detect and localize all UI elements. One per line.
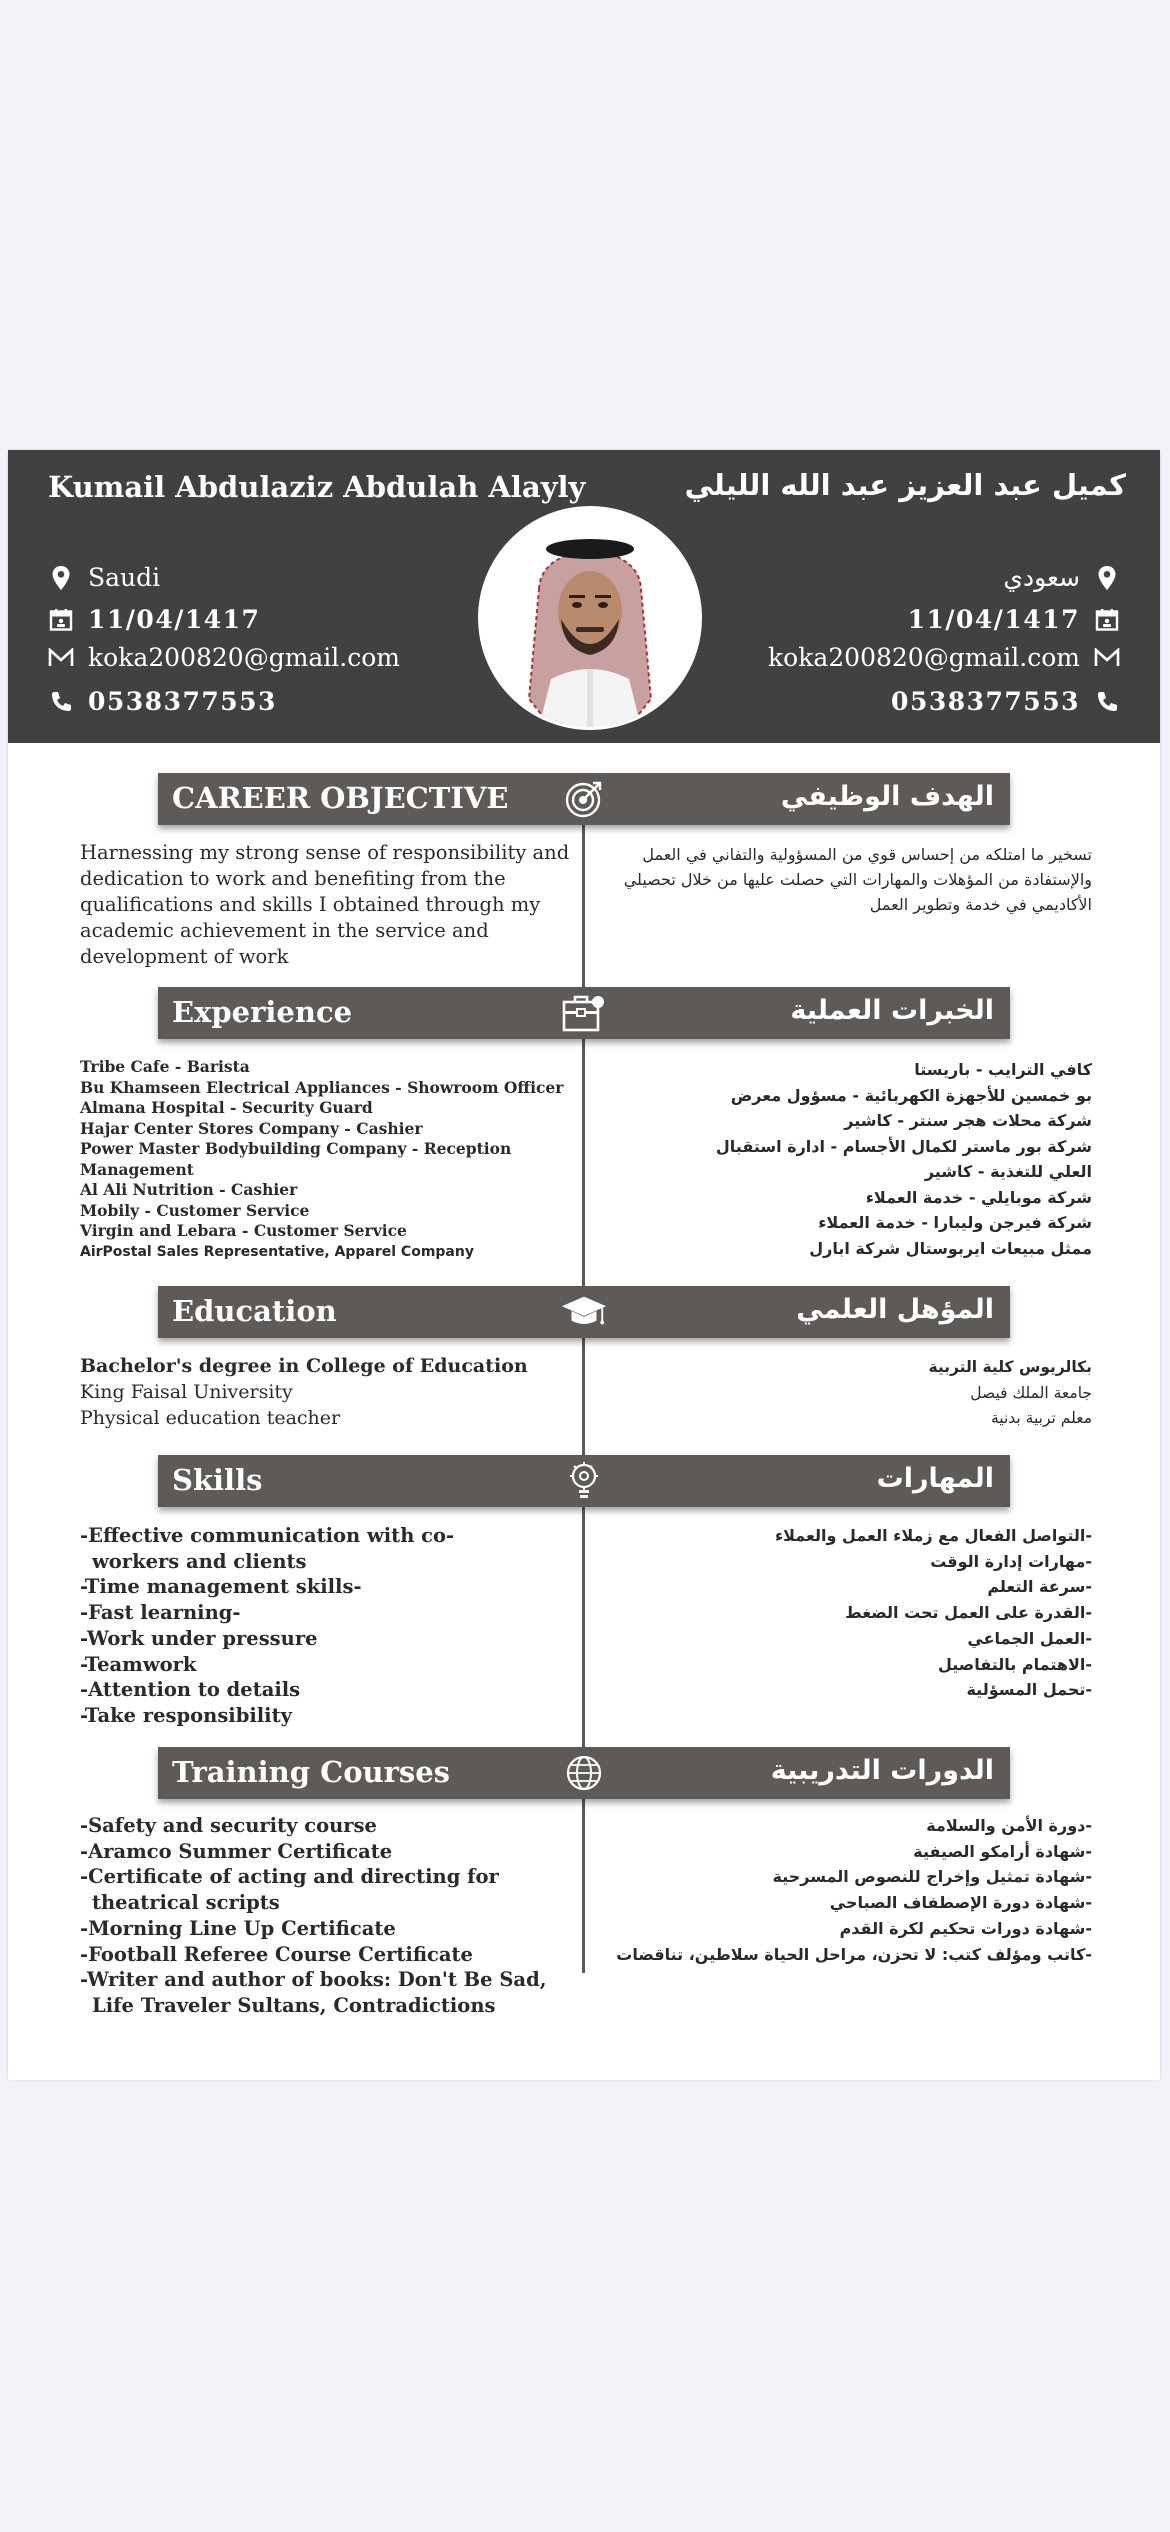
list-item: شركة بور ماستر لكمال الأجسام - ادارة استقبال [715, 1136, 1092, 1156]
list-item: -Work under pressure [80, 1626, 318, 1650]
courses-title-en: Training Courses [172, 1755, 451, 1789]
list-item: -تحمل المسؤلية [966, 1680, 1092, 1700]
email-text-ar[interactable]: koka200820@gmail.com [768, 643, 1080, 672]
list-item: Hajar Center Stores Company - Cashier [80, 1118, 423, 1138]
list-item: -Time management skills- [80, 1575, 362, 1599]
list-item: -Safety and security course [80, 1814, 377, 1837]
email-icon [1094, 645, 1120, 671]
career-title-en: CAREER OBJECTIVE [172, 781, 509, 815]
section-bar-experience [158, 987, 1010, 1039]
list-item: -كاتب ومؤلف كتب: لا تحزن، مراحل الحياة سلاطين، تناقضات [616, 1944, 1092, 1964]
experience-title-en: Experience [172, 995, 353, 1029]
list-item: شركة موبايلي - خدمة العملاء [865, 1187, 1092, 1207]
phone-icon [1094, 689, 1120, 715]
email-text[interactable]: koka200820@gmail.com [88, 643, 400, 672]
section-bar-career [158, 773, 1010, 825]
list-item: -شهادة دورات تحكيم لكرة القدم [839, 1918, 1092, 1938]
courses-list-ar [592, 1813, 1092, 1967]
lightbulb-gear-icon [560, 1457, 608, 1505]
list-item: بو خمسين للأجهزة الكهربائية - مسؤول معرض [730, 1085, 1092, 1105]
phone-text-ar[interactable]: 0538377553 [891, 687, 1080, 716]
list-item: -Aramco Summer Certificate [80, 1839, 393, 1863]
experience-list-ar [592, 1057, 1092, 1261]
list-item: Virgin and Lebara - Customer Service [80, 1221, 407, 1240]
list-item: شركة محلات هجر سنتر - كاشير [844, 1111, 1092, 1130]
briefcase-icon [560, 989, 608, 1037]
location-pin-icon [1094, 565, 1120, 591]
resume-page [8, 450, 1160, 2080]
list-item: Al Ali Nutrition - Cashier [80, 1180, 298, 1199]
career-text-en: Harnessing my strong sense of responsibility and dedication to work and benefiting from the qualifications and skills I obtained through my academic achievement in the service and development of work [80, 841, 570, 968]
phone-text[interactable]: 0538377553 [88, 687, 277, 716]
email-en[interactable] [48, 643, 400, 672]
list-item: Bu Khamseen Electrical Appliances - Showroom Officer [80, 1077, 564, 1097]
skills-title-ar: المهارات [876, 1463, 994, 1494]
education-ar [592, 1355, 1092, 1432]
name-arabic: كميل عبد العزيز عبد الله الليلي [684, 468, 1126, 502]
section-bar-education [158, 1286, 1010, 1338]
email-icon [48, 645, 74, 671]
experience-title-ar: الخبرات العملية [790, 995, 994, 1026]
university-ar: جامعة الملك فيصل [970, 1383, 1092, 1402]
location-pin-icon [48, 565, 74, 591]
list-item: -Certificate of acting and directing for theatrical scripts [80, 1865, 499, 1915]
courses-list-en [80, 1813, 570, 2019]
email-ar[interactable] [768, 643, 1120, 672]
list-item: Almana Hospital - Security Guard [80, 1098, 373, 1117]
skills-title-en: Skills [172, 1463, 263, 1497]
globe-icon [560, 1749, 608, 1797]
resume-header [8, 450, 1160, 743]
skills-list-ar [592, 1523, 1092, 1703]
nationality-text-ar: سعودي [1003, 563, 1080, 592]
birthdate-en [48, 605, 260, 634]
list-item: -التواصل الفعال مع زملاء العمل والعملاء [774, 1526, 1092, 1545]
list-item: -شهادة أرامكو الصيفية [913, 1841, 1092, 1861]
list-item: -Teamwork [80, 1652, 197, 1676]
nationality-en [48, 563, 160, 592]
list-item: -Morning Line Up Certificate [80, 1916, 396, 1940]
list-item: ممثل مبيعات ايربوستال شركة ابارل [809, 1238, 1092, 1258]
list-item: -Fast learning- [80, 1601, 241, 1625]
list-item: -دورة الأمن والسلامة [926, 1816, 1092, 1835]
list-item: -الاهتمام بالتفاصيل [937, 1654, 1092, 1674]
list-item: -سرعة التعلم [987, 1577, 1092, 1597]
list-item: -Writer and author of books: Don't Be Sad, Life Traveler Sultans, Contradictions [80, 1968, 547, 2017]
education-title-en: Education [172, 1294, 337, 1328]
name-english: Kumail Abdulaziz Abdulah Alayly [48, 470, 586, 504]
courses-title-ar: الدورات التدريبية [770, 1755, 994, 1786]
nationality-text: Saudi [88, 563, 161, 592]
list-item: AirPostal Sales Representative, Apparel Company [80, 1243, 474, 1260]
list-item: كافي الترايب - باريستا [914, 1060, 1092, 1079]
degree-ar: بكالريوس كلية التربية [928, 1358, 1092, 1376]
list-item: -Attention to details [80, 1678, 301, 1702]
graduation-cap-icon [560, 1288, 608, 1336]
profile-photo [478, 506, 702, 730]
list-item: -العمل الجماعي [967, 1628, 1092, 1648]
list-item: شركة فيرجن وليبارا - خدمة العملاء [818, 1213, 1092, 1232]
target-icon [560, 775, 608, 823]
list-item: -شهادة تمثيل وإخراج للنصوص المسرحية [772, 1867, 1092, 1887]
nationality-ar [1003, 563, 1120, 592]
career-title-ar: الهدف الوظيفي [780, 781, 994, 812]
list-item: Tribe Cafe - Barista [80, 1057, 250, 1076]
education-en [80, 1353, 570, 1431]
phone-en[interactable] [48, 687, 277, 716]
birthdate-ar [908, 605, 1120, 634]
career-text-ar: تسخير ما امتلكه من إحساس قوي من المسؤولية والتفاني في العمل والإستفادة من المؤهلات والمهارات التي حصلت عليها من خلال تحصيلي الأكاديمي في خدمة وتطوير العمل [623, 845, 1092, 914]
list-item: -شهادة دورة الإصطفاف الصباحي [829, 1893, 1092, 1913]
experience-list-en [80, 1057, 580, 1262]
list-item: Power Master Bodybuilding Company - Reception Management [80, 1139, 512, 1179]
list-item: -القدرة على العمل تحت الضغط [845, 1603, 1092, 1623]
list-item: -مهارات إدارة الوقت [930, 1551, 1092, 1571]
birthdate-text: 11/04/1417 [88, 605, 261, 634]
list-item: العلي للتغذية - كاشير [924, 1162, 1092, 1181]
list-item: Mobily - Customer Service [80, 1200, 310, 1220]
section-bar-courses [158, 1747, 1010, 1799]
birthdate-text-ar: 11/04/1417 [907, 605, 1080, 634]
section-bar-skills [158, 1455, 1010, 1507]
list-item: -Take responsibility [80, 1703, 292, 1727]
degree-en: Bachelor's degree in College of Education [80, 1355, 528, 1377]
skills-list-en [80, 1523, 510, 1729]
role-ar: معلم تربية بدنية [991, 1409, 1092, 1427]
list-item: -Effective communication with co-workers and clients [80, 1524, 455, 1573]
calendar-icon [48, 607, 74, 633]
calendar-icon [1094, 607, 1120, 633]
education-title-ar: المؤهل العلمي [796, 1294, 994, 1325]
role-en: Physical education teacher [80, 1407, 341, 1429]
university-en: King Faisal University [80, 1381, 293, 1403]
phone-ar[interactable] [891, 687, 1120, 716]
list-item: -Football Referee Course Certificate [80, 1942, 473, 1966]
phone-icon [48, 689, 74, 715]
